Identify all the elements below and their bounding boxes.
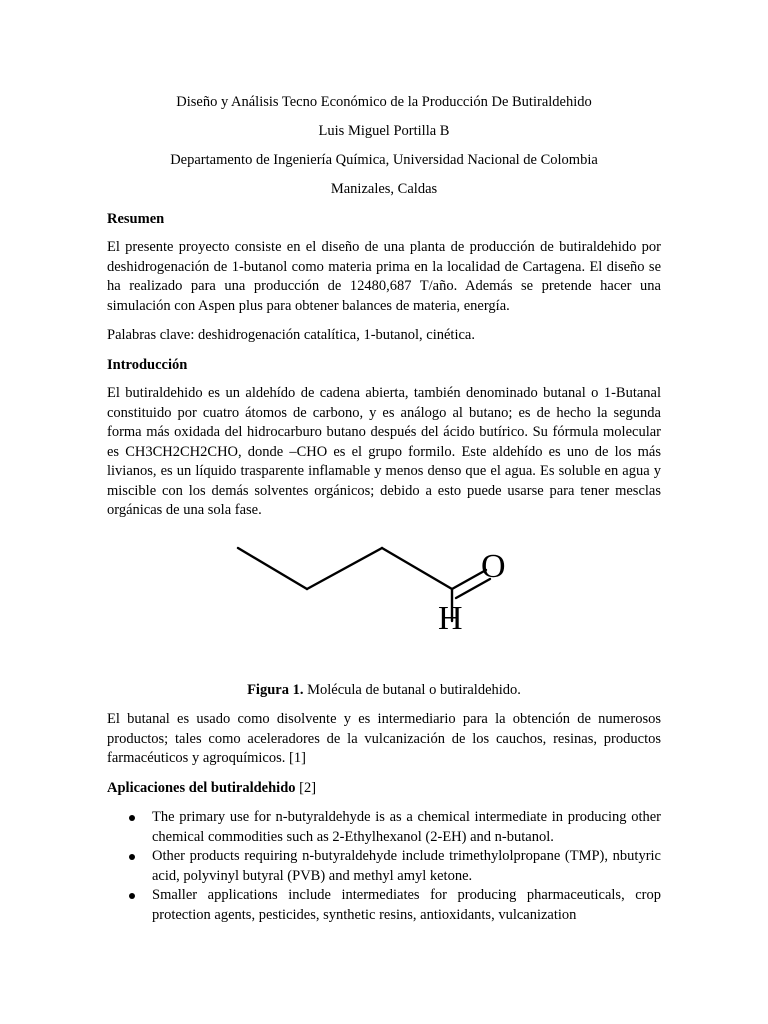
author-location: Manizales, Caldas (330, 181, 438, 197)
list-item (107, 808, 661, 847)
resumen-paragraph: El presente proyecto consiste en el diseño de una planta de producción de butiraldehido por deshidrogenación de 1-butanol como materia prima en la localidad de Cartagena. El diseño se ha realizado para una producción de 12480,687 T/año. Además se pretende hacer una simulación con Aspen plus para obtener balances de materia, energía. (107, 239, 661, 314)
aplicaciones-reference: [2] (295, 780, 317, 796)
author-affiliation: Departamento de Ingeniería Química, Universidad Nacional de Colombia (170, 152, 598, 168)
bond-c2-c3 (307, 548, 382, 589)
introduccion-paragraph: El butiraldehido es un aldehído de cadena abierta, también denominado butanal o 1-Butanal constituido por cuatro átomos de carbono, y es análogo al butano; es de hecho la segunda forma más oxidada del hidrocarburo butano después del ácido butírico. Su fórmula molecular es CH3CH2CH2CHO, donde –CHO es el grupo formilo. Este aldehído es uno de los más livianos, es un líquido trasparente inflamable y menos denso que el agua. Es soluble en agua y miscible con los demás solventes orgánicos; debido a esto puede usarse para tener mesclas orgánicas de una sola fase. (107, 385, 661, 518)
list-item-text: Other products requiring n-butyraldehyde include trimethylolpropane (TMP), nbutyric acid, polyvinyl butyral (PVB) and methyl amyl ketone. (152, 848, 661, 884)
aplicaciones-list (107, 808, 661, 925)
keywords-line: Palabras clave: deshidrogenación catalítica, 1-butanol, cinética. (107, 327, 475, 343)
bond-c1-c2 (238, 548, 307, 589)
oxygen-atom-label: O (481, 548, 506, 585)
figure-caption (0, 681, 768, 699)
bond-c3-c4 (382, 548, 452, 589)
bullet-icon (129, 815, 135, 821)
bullet-icon (129, 854, 135, 860)
figure-caption-text: Molécula de butanal o butiraldehido. (303, 682, 521, 698)
introduccion-heading: Introducción (107, 357, 188, 373)
author-name: Luis Miguel Portilla B (318, 123, 450, 139)
aplicaciones-heading (107, 779, 316, 797)
bullet-icon (129, 893, 135, 899)
list-item-text: The primary use for n-butyraldehyde is as a chemical intermediate in producing other chemical commodities such as 2-Ethylhexanol (2-EH) and n-butanol. (152, 809, 661, 845)
aplicaciones-heading-text: Aplicaciones del butiraldehido (107, 780, 296, 796)
list-item (107, 886, 661, 925)
uses-paragraph: El butanal es usado como disolvente y es intermediario para la obtención de numerosos productos; tales como aceleradores de la vulcanización de los cauchos, resinas, productos farmacéuticos y agroquímicos. [1] (107, 711, 661, 766)
hydrogen-atom-label: H (438, 600, 463, 637)
paper-title: Diseño y Análisis Tecno Económico de la Producción De Butiraldehido (176, 94, 592, 110)
list-item-text: Smaller applications include intermediates for producing pharmaceuticals, crop protection agents, pesticides, synthetic resins, antioxidants, vulcanization (152, 887, 661, 923)
figure-caption-label: Figura 1. (247, 682, 304, 698)
list-item (107, 847, 661, 886)
resumen-heading: Resumen (107, 211, 165, 227)
butanal-structure-diagram (220, 535, 540, 650)
